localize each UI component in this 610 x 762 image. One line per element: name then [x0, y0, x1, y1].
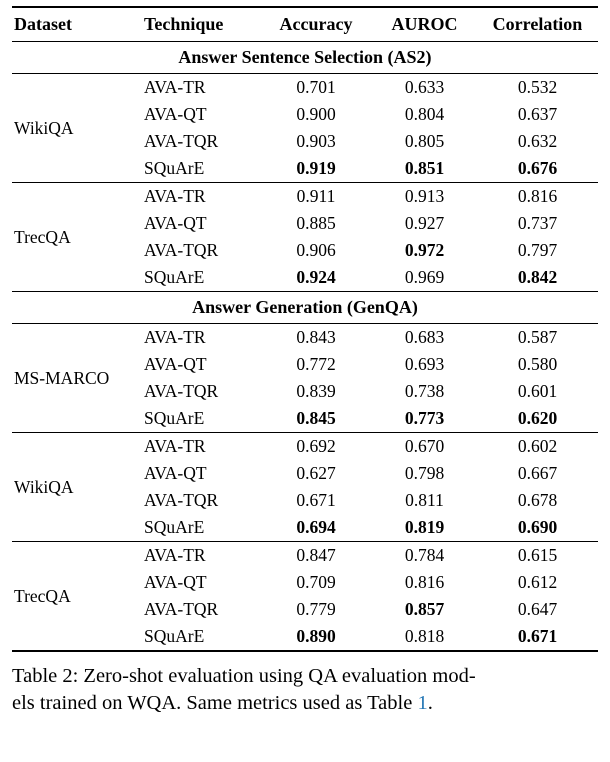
value-cell: 0.851 [404, 158, 445, 178]
technique-cell: AVA-TQR [144, 131, 219, 151]
dataset-cell: TrecQA [12, 183, 142, 292]
value-cell: 0.693 [404, 354, 445, 374]
value-cell: 0.816 [477, 183, 598, 211]
caption-line2-end: . [427, 692, 433, 714]
dataset-cell: WikiQA [12, 433, 142, 542]
dataset-cell: TrecQA [12, 542, 142, 652]
table-ref-link[interactable]: 1 [417, 692, 428, 714]
value-cell: 0.667 [517, 463, 558, 483]
value-cell: 0.738 [404, 381, 445, 401]
technique-cell: SQuArE [144, 267, 205, 287]
value-cell: 0.906 [296, 240, 336, 260]
value-cell: 0.632 [517, 131, 558, 151]
dataset-cell: MS-MARCO [14, 367, 110, 388]
value-cell: 0.903 [296, 131, 336, 151]
value-cell: 0.692 [260, 433, 372, 461]
column-header-row [12, 7, 598, 42]
technique-cell: AVA-TQR [144, 381, 219, 401]
value-cell: 0.620 [517, 408, 558, 428]
value-cell: 0.671 [517, 626, 558, 646]
value-cell: 0.647 [517, 599, 558, 619]
value-cell: 0.694 [296, 517, 336, 537]
value-cell: 0.601 [517, 381, 558, 401]
value-cell: 0.615 [477, 542, 598, 570]
value-cell: 0.587 [517, 327, 558, 347]
value-cell: 0.890 [296, 626, 336, 646]
value-cell: 0.885 [296, 213, 336, 233]
technique-cell: AVA-TR [142, 183, 260, 211]
technique-cell: AVA-QT [144, 354, 207, 374]
value-cell: 0.709 [296, 572, 336, 592]
technique-cell: AVA-TQR [144, 240, 219, 260]
value-cell: 0.773 [404, 408, 445, 428]
value-cell: 0.845 [296, 408, 336, 428]
value-cell: 0.839 [296, 381, 336, 401]
section-header-row [12, 292, 598, 324]
table-row [12, 183, 598, 211]
section-title: Answer Generation (GenQA) [12, 292, 598, 324]
technique-cell: AVA-QT [144, 463, 207, 483]
value-cell: 0.701 [296, 77, 336, 97]
value-cell: 0.532 [517, 77, 558, 97]
value-cell: 0.804 [404, 104, 445, 124]
value-cell: 0.627 [296, 463, 336, 483]
caption-line2: els trained on WQA. Same metrics used as Table [12, 692, 418, 714]
value-cell: 0.927 [404, 213, 445, 233]
value-cell: 0.678 [517, 490, 558, 510]
column-header-technique: Technique [142, 7, 260, 42]
value-cell: 0.805 [404, 131, 445, 151]
table-caption [12, 663, 598, 717]
value-cell: 0.919 [296, 158, 336, 178]
table-row [12, 542, 598, 570]
value-cell: 0.690 [517, 517, 558, 537]
value-cell: 0.972 [404, 240, 445, 260]
technique-cell: SQuArE [144, 626, 205, 646]
technique-cell: AVA-QT [144, 572, 207, 592]
value-cell: 0.842 [517, 267, 558, 287]
value-cell: 0.819 [404, 517, 445, 537]
value-cell: 0.779 [296, 599, 336, 619]
value-cell: 0.602 [477, 433, 598, 461]
value-cell: 0.969 [404, 267, 445, 287]
value-cell: 0.816 [404, 572, 445, 592]
value-cell: 0.847 [260, 542, 372, 570]
technique-cell: SQuArE [144, 408, 205, 428]
column-header-accuracy: Accuracy [260, 7, 372, 42]
column-header-auroc: AUROC [372, 7, 477, 42]
technique-cell: AVA-TQR [144, 490, 219, 510]
technique-cell: AVA-TR [142, 542, 260, 570]
value-cell: 0.911 [260, 183, 372, 211]
value-cell: 0.798 [404, 463, 445, 483]
dataset-cell: WikiQA [14, 117, 74, 138]
value-cell: 0.737 [517, 213, 558, 233]
value-cell: 0.676 [517, 158, 558, 178]
value-cell: 0.612 [517, 572, 558, 592]
value-cell: 0.633 [404, 77, 445, 97]
value-cell: 0.683 [404, 327, 445, 347]
technique-cell: AVA-QT [144, 104, 207, 124]
value-cell: 0.913 [372, 183, 477, 211]
technique-cell: AVA-TR [142, 433, 260, 461]
technique-cell: AVA-TR [144, 327, 206, 347]
value-cell: 0.843 [296, 327, 336, 347]
value-cell: 0.818 [404, 626, 445, 646]
technique-cell: AVA-QT [144, 213, 207, 233]
table-row [12, 74, 598, 102]
caption-line1: Table 2: Zero-shot evaluation using QA evaluation mod- [12, 665, 476, 687]
value-cell: 0.772 [296, 354, 336, 374]
value-cell: 0.637 [517, 104, 558, 124]
technique-cell: SQuArE [144, 517, 205, 537]
results-tbody [12, 42, 598, 652]
value-cell: 0.784 [372, 542, 477, 570]
value-cell: 0.811 [405, 490, 444, 510]
value-cell: 0.580 [517, 354, 558, 374]
value-cell: 0.797 [517, 240, 558, 260]
section-header-row [12, 42, 598, 74]
value-cell: 0.924 [296, 267, 336, 287]
table-row [12, 324, 598, 352]
value-cell: 0.900 [296, 104, 336, 124]
column-header-correlation: Correlation [477, 7, 598, 42]
column-header-dataset: Dataset [12, 7, 142, 42]
value-cell: 0.671 [296, 490, 336, 510]
section-title: Answer Sentence Selection (AS2) [12, 42, 598, 74]
technique-cell: AVA-TR [144, 77, 206, 97]
results-table [12, 6, 598, 652]
value-cell: 0.857 [404, 599, 445, 619]
value-cell: 0.670 [372, 433, 477, 461]
technique-cell: AVA-TQR [144, 599, 219, 619]
table-row [12, 433, 598, 461]
technique-cell: SQuArE [144, 158, 205, 178]
